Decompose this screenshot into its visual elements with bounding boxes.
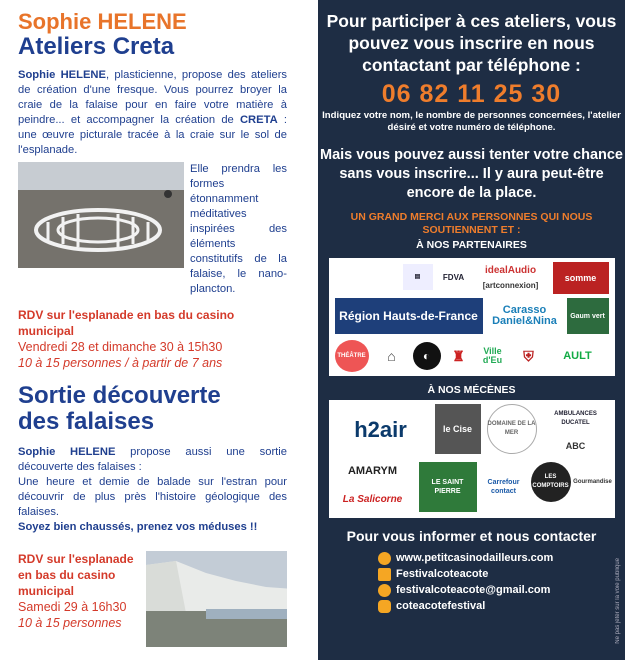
walkin-heading: Mais vous pouvez aussi tenter votre chance sans vous inscrire... Il y aura peut-être encore de la place.	[320, 147, 623, 201]
artconnexion-logo: [artconnexion]	[482, 280, 539, 290]
right-panel	[318, 0, 625, 660]
section-title-ateliers: Ateliers Creta	[18, 33, 175, 60]
intro-paragraph	[18, 68, 287, 158]
globe-icon	[378, 552, 391, 565]
lecise-logo: le Cise	[435, 404, 481, 454]
thanks-heading: UN GRAND MERCI AUX PERSONNES QUI NOUS SOUTIENNENT ET :	[350, 211, 593, 236]
creta-word: CRETA	[239, 114, 278, 126]
abc-logo: ABC	[565, 440, 586, 451]
cliff-photo	[146, 551, 287, 647]
comptoirs-logo: LES COMPTOIRS	[531, 462, 571, 502]
h2air-logo: h2air	[354, 416, 407, 442]
section-title-sortie	[18, 383, 287, 435]
shield-logo: ⛨	[523, 347, 534, 364]
intro-name: Sophie HELENE	[18, 69, 106, 81]
domaine-logo: DOMAINE DE LA MER	[487, 404, 537, 454]
ault-logo: AULT	[563, 349, 592, 362]
contact-email[interactable]: festivalcoteacote@gmail.com	[378, 582, 625, 598]
cliff-row	[18, 551, 287, 647]
register-heading: Pour participer à ces ateliers, vous pouvez vous inscrire en nous contactant par téléphone :	[326, 11, 617, 75]
facebook-icon	[378, 568, 391, 581]
contact-website[interactable]: www.petitcasinodailleurs.com	[378, 550, 625, 566]
region-logo: Région Hauts-de-France	[335, 298, 483, 334]
dates-ateliers: Vendredi 28 et dimanche 30 à 15h30	[18, 340, 223, 354]
amarym-logo: AMARYM	[347, 464, 398, 477]
france3-logo: 3 hauts-de-france	[336, 266, 395, 287]
circle-logo: ◐	[413, 342, 441, 370]
ambulances-logo: AMBULANCES DUCATEL	[554, 411, 597, 426]
dates-sortie: Samedi 29 à 16h30	[18, 600, 127, 614]
intro-text-2: : une œuvre picturale tracée à la craie sur le sol de l'esplanade.	[18, 114, 287, 156]
phone-number[interactable]: 06 82 11 25 30	[381, 80, 562, 108]
ville-eu-logo: Ville d'Eu	[482, 346, 503, 365]
idealaudio-logo: idealAudio	[484, 264, 537, 276]
salicorne-logo: La Salicorne	[342, 493, 403, 505]
instagram-icon	[378, 600, 391, 613]
carasso-logo: Carasso Daniel&Nina	[492, 304, 557, 327]
sortie-paragraph-2: Une heure et demie de balade sur l'estran pour découvrir de plus près l'histoire géologique des falaises.	[18, 476, 287, 518]
section-title-sortie-line1: Sortie découverte	[18, 382, 221, 409]
section-title-sortie-line2: des falaises	[18, 408, 155, 435]
left-column	[0, 0, 305, 660]
mail-icon	[378, 584, 391, 597]
fresque-photo	[18, 162, 184, 268]
partners-label: À NOS PARTENAIRES	[416, 239, 527, 251]
contact-heading: Pour vous informer et nous contacter	[346, 528, 597, 544]
people-ateliers: 10 à 15 personnes / à partir de 7 ans	[18, 356, 223, 370]
rdv-sortie: RDV sur l'esplanade en bas du casino municipal	[18, 552, 134, 598]
saintpierre-logo: LE SAINT PIERRE	[419, 462, 477, 512]
sortie-name: Sophie HELENE	[18, 446, 116, 458]
people-sortie: 10 à 15 personnes	[18, 616, 122, 630]
side-note: Ne pas jeter sur la voie publique	[615, 558, 621, 644]
sortie-paragraph	[18, 445, 287, 475]
register-instructions: Indiquez votre nom, le nombre de personnes concernées, l'atelier désiré et votre numéro de téléphone.	[322, 110, 621, 133]
rdv-ateliers: RDV sur l'esplanade en bas du casino municipal	[18, 308, 235, 338]
shoes-note: Soyez bien chaussés, prenez vos méduses !!	[18, 521, 258, 533]
fresque-row	[18, 162, 287, 297]
carrefour-logo: Carrefour contact	[487, 479, 520, 495]
cliff-text	[18, 551, 140, 647]
intro-text: , plasticienne, propose des ateliers de création d'une fresque. Vous pourrez broyer la craie de la falaise pour en faire votre matière à peindre... et accompagner la création de	[18, 69, 288, 126]
sortie-text: propose aussi une sortie découverte des falaises :	[18, 446, 287, 473]
fdva-logo: FDVA	[442, 272, 465, 282]
somme-logo: somme	[553, 262, 609, 294]
contact-facebook[interactable]: Festivalcoteacote	[378, 566, 625, 582]
fresque-side-text: Elle prendra les formes étonnamment méditatives inspirées des éléments constitutifs de la falaise, le nano-plancton.	[190, 163, 287, 295]
mecenes-label: À NOS MÉCÈNES	[427, 384, 516, 396]
partners-logo-box	[329, 258, 615, 376]
theatre-logo: THÉÂTRE	[335, 340, 369, 372]
mecenes-logo-box	[329, 400, 615, 518]
ministry-logo: ▤	[403, 264, 433, 290]
crest-logo: ♜	[452, 347, 465, 364]
moulin-logo: ⌂	[387, 347, 396, 364]
gaumvert-logo: Gaum vert	[567, 298, 609, 334]
gourmandise-logo: Gourmandise	[573, 478, 612, 485]
artist-name: Sophie HELENE	[18, 9, 187, 34]
contact-instagram[interactable]: coteacotefestival	[378, 598, 625, 614]
contact-list	[378, 550, 625, 614]
